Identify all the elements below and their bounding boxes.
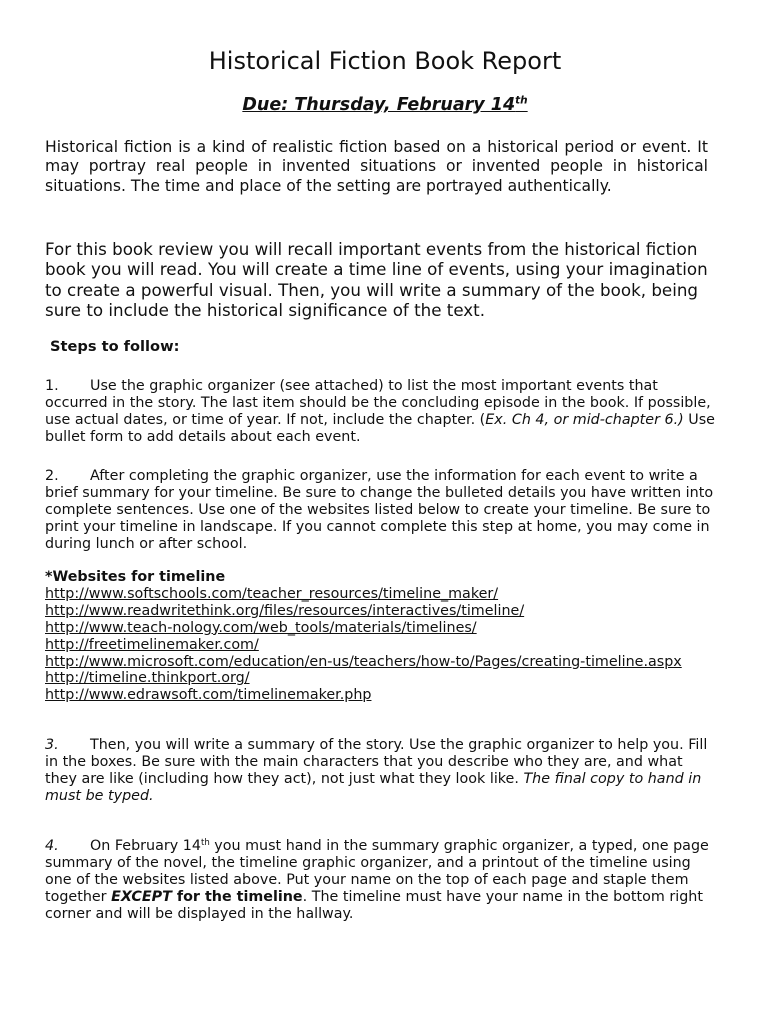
website-link-microsoft[interactable]: http://www.microsoft.com/education/en-us/teachers/how-to/Pages/creating-timeline.aspx xyxy=(45,653,682,670)
step-2-text: After completing the graphic organizer, use the information for each event to write a brief summary for your timeline. Be sure to change the bulleted details you have written into complete sentences. Use one of the websites listed below to create your timeline. Be sure to print your timeline in landscape. If you cannot complete this step at home, you may come in during lunch or after school. xyxy=(45,468,714,552)
page-title: Historical Fiction Book Report xyxy=(208,47,562,75)
websites-heading: *Websites for timeline xyxy=(45,569,226,585)
step-3 xyxy=(45,737,717,805)
step-4-number: 4. xyxy=(45,838,59,854)
step-4-text-end: . The timeline must have your name in the bottom right corner and will be displayed in the hallway. xyxy=(45,888,703,922)
step-3-number: 3. xyxy=(45,737,59,753)
step-2 xyxy=(45,468,717,553)
steps-heading: Steps to follow: xyxy=(50,338,180,355)
step-3-italic: The final copy to hand in must be typed. xyxy=(45,770,702,804)
step-1-text-end: Use bullet form to add details about each event. xyxy=(45,411,715,445)
due-date xyxy=(0,94,770,116)
step-4-sup: th xyxy=(200,837,210,848)
due-date-text: Due: Thursday, February 14 xyxy=(242,95,516,115)
step-2-number: 2. xyxy=(45,468,59,484)
step-1-number: 1. xyxy=(45,378,59,394)
intro-paragraph: Historical fiction is a kind of realistic fiction based on a historical period or event. It may portray real people in invented situations or invented people in historical situations. The time and place of the setting are portrayed authentically. xyxy=(45,138,708,195)
due-date-sup: th xyxy=(515,94,528,107)
step-4-bold: for the timeline xyxy=(171,888,303,905)
step-4-text: On February 14 xyxy=(90,838,201,854)
websites-list xyxy=(45,569,717,704)
step-4-text-mid: you must hand in the summary graphic organizer, a typed, one page summary of the novel, the timeline graphic organizer, and a printout of the timeline using one of the websites listed above. Put your name on the top of each page and staple them together xyxy=(45,838,709,905)
step-4-except: EXCEPT xyxy=(111,888,172,905)
website-link-softschools[interactable]: http://www.softschools.com/teacher_resources/timeline_maker/ xyxy=(45,585,499,602)
website-link-readwritethink[interactable]: http://www.readwritethink.org/files/resources/interactives/timeline/ xyxy=(45,602,525,619)
website-link-teach-nology[interactable]: http://www.teach-nology.com/web_tools/materials/timelines/ xyxy=(45,619,477,636)
step-1 xyxy=(45,378,717,446)
step-1-italic: Ex. Ch 4, or mid-chapter 6.) xyxy=(485,411,684,428)
website-link-edrawsoft[interactable]: http://www.edrawsoft.com/timelinemaker.php xyxy=(45,687,372,704)
website-link-thinkport[interactable]: http://timeline.thinkport.org/ xyxy=(45,670,250,687)
assignment-paragraph: For this book review you will recall important events from the historical fiction book you will read. You will create a time line of events, using your imagination to create a powerful visual. Then, you will write a summary of the book, being sure to include the historical significance of the text. xyxy=(45,239,708,320)
step-4 xyxy=(45,838,717,923)
website-link-freetimelinemaker[interactable]: http://freetimelinemaker.com/ xyxy=(45,636,259,653)
step-3-text: Then, you will write a summary of the story. Use the graphic organizer to help you. Fill in the boxes. Be sure with the main characters that you describe who they are, and what they are like (including how they act), not just what they look like. xyxy=(45,737,708,787)
step-1-text: Use the graphic organizer (see attached) to list the most important events that occurred in the story. The last item should be the concluding episode in the book. If possible, use actual dates, or time of year. If not, include the chapter. ( xyxy=(45,378,711,428)
